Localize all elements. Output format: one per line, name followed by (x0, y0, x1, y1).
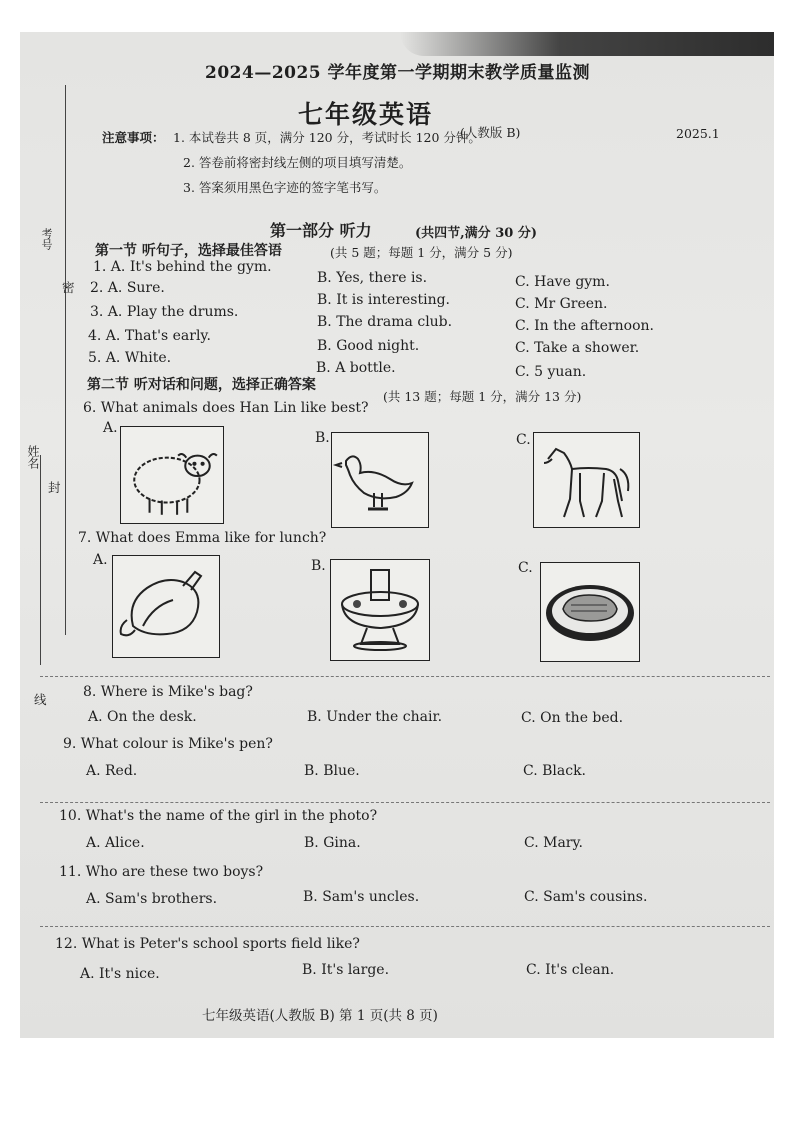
note-2: 2. 答卷前将密封线左侧的项目填写清楚。 (183, 155, 412, 170)
sheep-icon (120, 426, 224, 524)
notes-label: 注意事项： (102, 130, 165, 145)
q8-option-b: B. Under the chair. (307, 709, 443, 725)
q12-option-c: C. It's clean. (526, 962, 615, 978)
divider-3 (40, 926, 770, 927)
section2-title: 第二节 听对话和问题，选择正确答案 (87, 377, 316, 393)
note-3: 3. 答案须用黑色字迹的签字笔书写。 (183, 180, 387, 195)
divider-2 (40, 802, 770, 803)
q12-option-b: B. It's large. (302, 962, 390, 978)
q1-option-c: C. Have gym. (515, 274, 610, 290)
q11-text: 11. Who are these two boys? (59, 864, 264, 880)
edition-label: (人教版 B) (460, 125, 521, 140)
term-title: 2024—2025 学年度第一学期期末教学质量监测 (205, 63, 591, 83)
q4-option-c: C. Take a shower. (515, 340, 640, 356)
section1-title: 第一节 听句子，选择最佳答语 (95, 243, 282, 259)
q5-option-c: C. 5 yuan. (515, 364, 587, 380)
q7-label-a: A. (93, 552, 108, 568)
divider-1 (40, 676, 770, 677)
q3-option-b: B. The drama club. (317, 314, 453, 330)
q7-label-c: C. (518, 560, 533, 576)
q12-option-a: A. It's nice. (80, 966, 160, 982)
q8-text: 8. Where is Mike's bag? (83, 684, 253, 700)
q1-option-b: B. Yes, there is. (317, 270, 428, 286)
q6-text: 6. What animals does Han Lin like best? (83, 400, 369, 416)
q7-text: 7. What does Emma like for lunch? (78, 530, 327, 546)
q1-option-a: 1. A. It's behind the gym. (93, 259, 272, 275)
seal-mi: 密 (62, 280, 75, 295)
binding-line (65, 85, 66, 635)
note-1: 1. 本试卷共 8 页，满分 120 分，考试时长 120 分钟。 (173, 130, 481, 145)
q10-option-c: C. Mary. (524, 835, 583, 851)
hot-pot-icon (330, 559, 430, 661)
q8-option-c: C. On the bed. (521, 710, 624, 726)
q9-option-b: B. Blue. (304, 763, 360, 779)
horse-icon (533, 432, 640, 528)
exam-no-label: 考号 (40, 228, 53, 250)
q10-text: 10. What's the name of the girl in the photo? (59, 808, 378, 824)
name-label: 姓名 (26, 445, 40, 469)
goose-icon (331, 432, 429, 528)
q5-option-a: 5. A. White. (88, 350, 172, 366)
q7-label-b: B. (311, 558, 326, 574)
paper-title: 七年级英语 (298, 100, 434, 129)
roast-chicken-icon (112, 555, 220, 658)
q4-option-a: 4. A. That's early. (88, 328, 211, 344)
q6-label-a: A. (103, 420, 118, 436)
section2-info: (共 13 题；每题 1 分，满分 13 分) (383, 389, 582, 404)
q3-option-a: 3. A. Play the drums. (90, 304, 239, 320)
page-footer: 七年级英语(人教版 B) 第 1 页(共 8 页) (202, 1008, 438, 1024)
q2-option-b: B. It is interesting. (317, 292, 451, 308)
seal-feng: 封 (48, 480, 61, 495)
q6-label-c: C. (516, 432, 531, 448)
q12-text: 12. What is Peter's school sports field like? (55, 936, 360, 952)
q3-option-c: C. In the afternoon. (515, 318, 654, 334)
seal-xian: 线 (34, 692, 47, 707)
photo-shadow (400, 32, 774, 56)
q10-option-a: A. Alice. (86, 835, 145, 851)
q9-option-c: C. Black. (523, 763, 586, 779)
part1-score: (共四节,满分 30 分) (415, 226, 537, 241)
q9-text: 9. What colour is Mike's pen? (63, 736, 273, 752)
section1-info: (共 5 题；每题 1 分，满分 5 分) (330, 245, 513, 260)
q11-option-a: A. Sam's brothers. (86, 891, 218, 907)
q11-option-c: C. Sam's cousins. (524, 889, 648, 905)
steak-icon (540, 562, 640, 662)
q11-option-b: B. Sam's uncles. (303, 889, 420, 905)
q2-option-a: 2. A. Sure. (90, 280, 165, 296)
date-label: 2025.1 (676, 126, 720, 141)
q5-option-b: B. A bottle. (316, 360, 396, 376)
name-line (40, 455, 41, 665)
q10-option-b: B. Gina. (304, 835, 361, 851)
q2-option-c: C. Mr Green. (515, 296, 608, 312)
q9-option-a: A. Red. (86, 763, 138, 779)
q8-option-a: A. On the desk. (88, 709, 197, 725)
q6-label-b: B. (315, 430, 330, 446)
q4-option-b: B. Good night. (317, 338, 420, 354)
part1-title: 第一部分 听力 (270, 221, 372, 240)
